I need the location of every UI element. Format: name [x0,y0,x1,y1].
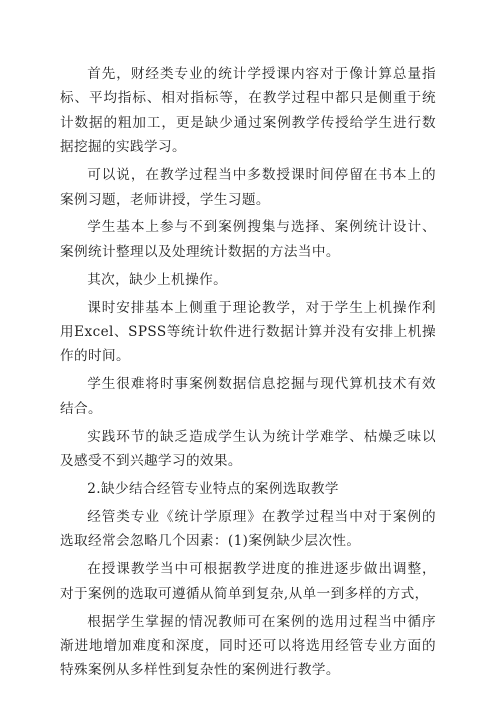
paragraph-7: 实践环节的缺乏造成学生认为统计学难学、枯燥乏味以及感受不到兴趣学习的效果。 [60,428,436,470]
paragraph-9: 在授课教学当中可根据教学进度的推进逐步做出调整，对于案例的选取可遵循从简单到复杂,从单一到多样的方式， [60,561,436,602]
paragraph-10: 根据学生掌握的情况教师可在案例的选用过程当中循序渐进地增加难度和深度，同时还可以将选用经管专业方面的特殊案例从多样性到复杂性的案例进行教学。 [60,613,436,679]
paragraph-1: 首先，财经类专业的统计学授课内容对于像计算总量指标、平均指标、相对指标等，在教学过程中都只是侧重于统计数据的粗加工，更是缺少通过案例教学传授给学生进行数据挖掘的实践学习。 [60,66,436,156]
paragraph-8: 经管类专业《统计学原理》在教学过程当中对于案例的选取经常会忽略几个因素：(1)案例缺少层次性。 [60,508,436,550]
paragraph-3: 学生基本上参与不到案例搜集与选择、案例统计设计、案例统计整理以及处理统计数据的方法当中。 [60,219,436,260]
paragraph-4: 其次，缺少上机操作。 [87,271,228,288]
paragraph-5: 课时安排基本上侧重于理论教学，对于学生上机操作利用Excel、SPSS等统计软件进行数据计算并没有安排上机操作的时间。 [60,299,436,365]
paragraph-2: 可以说，在教学过程当中多数授课时间停留在书本上的案例习题，老师讲授，学生习题。 [60,167,436,208]
section-heading: 2.缺少结合经管专业特点的案例选取教学 [87,481,339,497]
paragraph-6: 学生很难将时事案例数据信息挖掘与现代算机技术有效结合。 [60,376,436,417]
document-body [60,62,436,686]
